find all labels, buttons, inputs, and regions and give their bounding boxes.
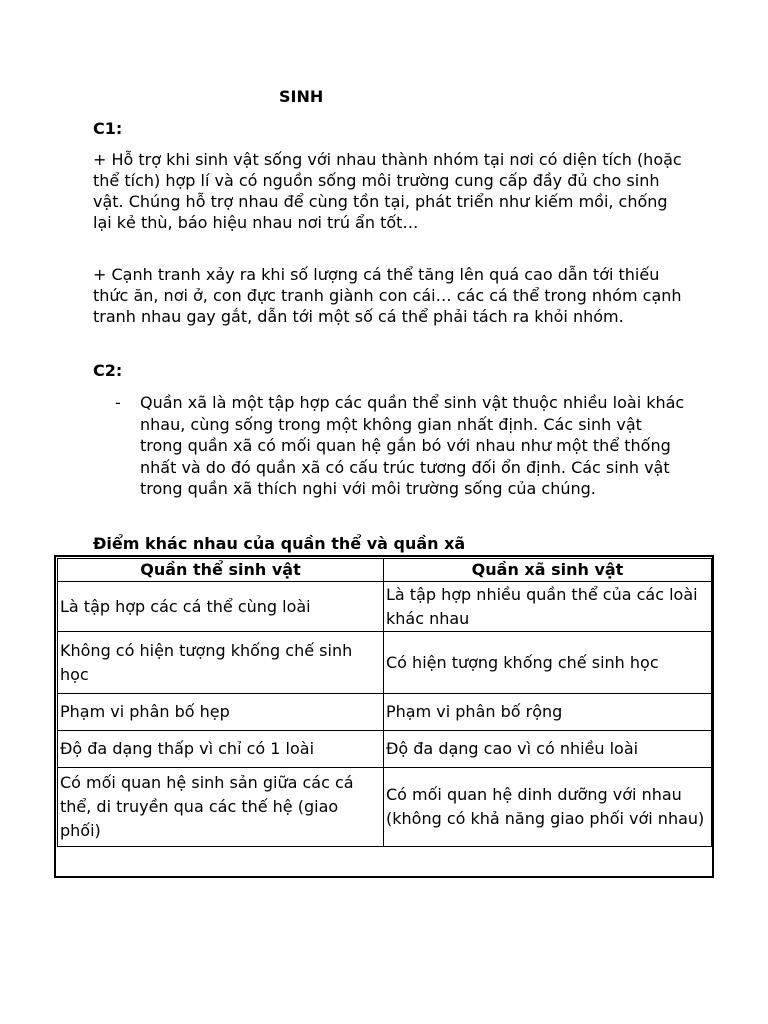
bullet-marker: - xyxy=(115,393,121,412)
section-heading-c1: C1: xyxy=(93,119,123,138)
table-cell-community: Có hiện tượng khống chế sinh học xyxy=(384,632,712,694)
table-header-row xyxy=(58,559,712,582)
table-cell-community: Độ đa dạng cao vì có nhiều loài xyxy=(384,731,712,768)
table-cell-population: Là tập hợp các cá thể cùng loài xyxy=(58,582,384,632)
table-cell-population: Không có hiện tượng khống chế sinh học xyxy=(58,632,384,694)
table-row xyxy=(58,632,712,694)
c1-paragraph-support: + Hỗ trợ khi sinh vật sống với nhau thành nhóm tại nơi có diện tích (hoặc thể tích) hợp lí và có nguồn sống môi trường cung cấp đầy đủ cho sinh vật. Chúng hỗ trợ nhau để cùng tồn tại, phát triển như kiếm mồi, chống lại kẻ thù, báo hiệu nhau nơi trú ẩn tốt… xyxy=(93,150,682,232)
c1-paragraph-competition: + Cạnh tranh xảy ra khi số lượng cá thể tăng lên quá cao dẫn tới thiếu thức ăn, nơi ở, con đực tranh giành con cái… các cá thể trong nhóm cạnh tranh nhau gay gắt, dẫn tới một số cá thể phải tách ra khỏi nhóm. xyxy=(93,265,682,326)
table-row xyxy=(58,731,712,768)
table-row xyxy=(58,694,712,731)
table-cell-population: Có mối quan hệ sinh sản giữa các cá thể, di truyền qua các thế hệ (giao phối) xyxy=(58,768,384,847)
table-row xyxy=(58,582,712,632)
header-community: Quần xã sinh vật xyxy=(384,559,712,582)
table-cell-population: Phạm vi phân bố hẹp xyxy=(58,694,384,731)
table-row xyxy=(58,768,712,847)
document-title: SINH xyxy=(279,87,324,106)
comparison-table-frame xyxy=(54,555,714,878)
table-caption: Điểm khác nhau của quần thể và quần xã xyxy=(93,534,466,553)
c2-bullet-text: Quần xã là một tập hợp các quần thể sinh vật thuộc nhiều loài khác nhau, cùng sống trong một không gian nhất định. Các sinh vật trong quần xã có mối quan hệ gắn bó với nhau như một thể thống nhất và do đó quần xã có cấu trúc tương đối ổn định. Các sinh vật trong quần xã thích nghi với môi trường sống của chúng. xyxy=(140,393,685,498)
section-heading-c2: C2: xyxy=(93,361,123,380)
table-cell-population: Độ đa dạng thấp vì chỉ có 1 loài xyxy=(58,731,384,768)
comparison-table xyxy=(57,558,712,847)
header-population: Quần thể sinh vật xyxy=(58,559,384,582)
table-cell-community: Là tập hợp nhiều quần thể của các loài khác nhau xyxy=(384,582,712,632)
table-cell-community: Phạm vi phân bố rộng xyxy=(384,694,712,731)
table-cell-community: Có mối quan hệ dinh dưỡng với nhau (không có khả năng giao phối với nhau) xyxy=(384,768,712,847)
